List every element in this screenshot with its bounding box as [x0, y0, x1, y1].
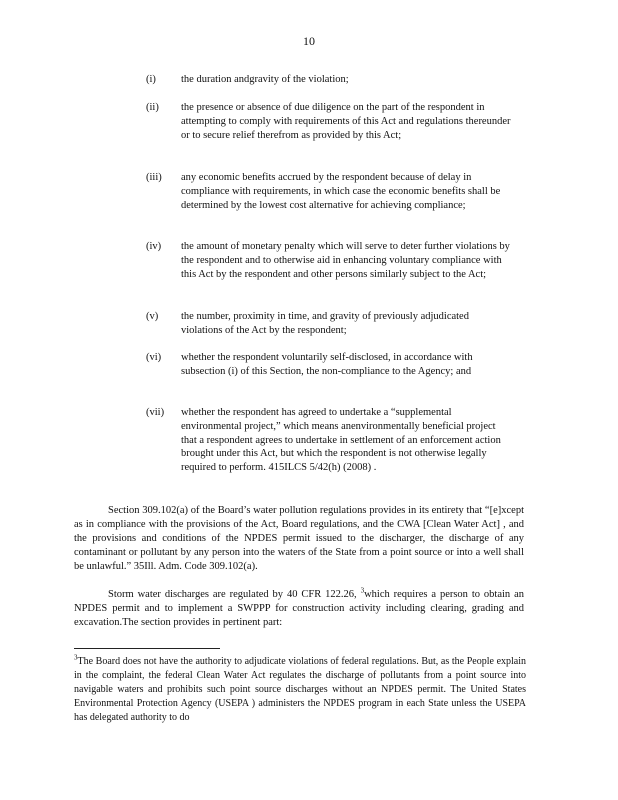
page-number: 10 — [303, 34, 315, 48]
paragraph-text: Section 309.102(a) of the Board’s water pollution regulations provides in its entirety that “[e]xcept as in compliance with the provisions of the Act, Board regulations, and the CWA [Clean Water Act] , and the provisions and conditions of the NPDES permit issued to the discharger, the discharge of any contaminant or pollutant by any person into the waters of the State from a point source or into a well shall be unlawful.” 35Ill. Adm. Code 309.102(a). — [74, 505, 524, 572]
footnote-reference[interactable]: 3 — [360, 586, 365, 595]
factor-number: (ii) — [146, 102, 159, 113]
paragraph-text: Storm water discharges are regulated by 40 CFR 122.26, — [108, 589, 361, 600]
paragraph-text: which requires a person to obtain an NPDES permit and to implement a SWPPP for construction activity including clearing, grading and excavation.The section provides in pertinent part: — [74, 589, 524, 628]
footnote-marker: 3 — [74, 653, 78, 662]
factor-text: the number, proximity in time, and gravity of previously adjudicated violations of the Act by the respondent; — [181, 311, 469, 336]
factor-number: (i) — [146, 74, 156, 85]
factor-number: (vi) — [146, 352, 162, 363]
factor-number: (iv) — [146, 241, 162, 252]
factor-text: the amount of monetary penalty which will serve to deter further violations by the respondent and to otherwise aid in enhancing voluntary compliance with this Act by the respondent and other persons similarly subject to the Act; — [181, 241, 510, 280]
factor-text: whether the respondent voluntarily self-disclosed, in accordance with subsection (i) of this Section, the non-compliance to the Agency; and — [181, 352, 473, 377]
factor-number: (v) — [146, 311, 159, 322]
footnote-divider — [74, 648, 220, 649]
factor-text: the duration andgravity of the violation; — [181, 74, 349, 85]
factor-number: (iii) — [146, 172, 162, 183]
paragraph-storm-water — [74, 588, 524, 630]
factor-text: whether the respondent has agreed to undertake a “supplemental environmental project,” which means anenvironmentally beneficial project that a respondent agrees to undertake in settlement of an enforcement action brought under this Act, but which the respondent is not otherwise legally required to perform. 415ILCS 5/42(h) (2008) . — [181, 407, 501, 474]
factor-number: (vii) — [146, 407, 165, 418]
factor-text: any economic benefits accrued by the respondent because of delay in compliance with requirements, in which case the economic benefits shall be determined by the lowest cost alternative for achieving compliance; — [181, 172, 501, 211]
footnote-text: The Board does not have the authority to adjudicate violations of federal regulations. But, as the People explain in the complaint, the federal Clean Water Act regulates the discharge of pollutants from a point source into navigable waters and prohibits such point source discharges without an NPDES permit. The United States Environmental Protection Agency (USEPA ) administers the NPDES program in each State unless the USEPA has delegated authority to do — [74, 656, 526, 723]
factor-text: the presence or absence of due diligence on the part of the respondent in attempting to comply with requirements of this Act and regulations thereunder or to secure relief therefrom as provided by this Act; — [181, 102, 511, 141]
footnote — [74, 655, 526, 725]
paragraph-section-309-102 — [74, 504, 524, 574]
